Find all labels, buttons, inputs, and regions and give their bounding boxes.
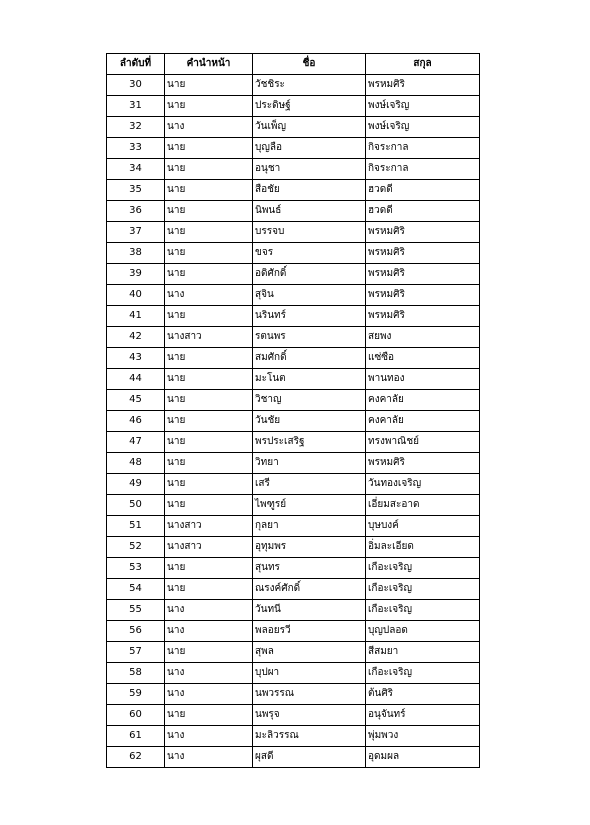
table-row <box>107 306 480 327</box>
cell-first-name: นพรุจ <box>253 705 366 726</box>
cell-surname: พรหมศิริ <box>366 264 480 285</box>
cell-surname: อิ่มละเอียด <box>366 537 480 558</box>
table-row <box>107 138 480 159</box>
table-row <box>107 327 480 348</box>
cell-title-prefix: นาย <box>165 705 253 726</box>
cell-first-name: สุพล <box>253 642 366 663</box>
cell-first-name: พลอยรวี <box>253 621 366 642</box>
table-row <box>107 369 480 390</box>
cell-sequence: 43 <box>107 348 165 369</box>
cell-title-prefix: นางสาว <box>165 516 253 537</box>
cell-first-name: สุนทร <box>253 558 366 579</box>
cell-title-prefix: นางสาว <box>165 327 253 348</box>
cell-surname: พุ่มพวง <box>366 726 480 747</box>
cell-title-prefix: นาย <box>165 558 253 579</box>
cell-sequence: 51 <box>107 516 165 537</box>
cell-title-prefix: นาย <box>165 348 253 369</box>
cell-first-name: มะโนต <box>253 369 366 390</box>
cell-title-prefix: นาย <box>165 264 253 285</box>
cell-title-prefix: นาง <box>165 747 253 768</box>
cell-title-prefix: นาง <box>165 117 253 138</box>
cell-surname: ต้นศิริ <box>366 684 480 705</box>
cell-sequence: 49 <box>107 474 165 495</box>
header-row <box>107 54 480 75</box>
table-row <box>107 684 480 705</box>
cell-surname: พรหมศิริ <box>366 453 480 474</box>
cell-first-name: ผุสดี <box>253 747 366 768</box>
cell-surname: ฮวดดี <box>366 180 480 201</box>
cell-title-prefix: นาง <box>165 684 253 705</box>
table-row <box>107 642 480 663</box>
cell-surname: เอี่ยมสะอาด <box>366 495 480 516</box>
table-row <box>107 600 480 621</box>
roster-table-header <box>107 54 480 75</box>
cell-title-prefix: นาง <box>165 726 253 747</box>
cell-sequence: 34 <box>107 159 165 180</box>
cell-surname: กิจระกาล <box>366 138 480 159</box>
cell-sequence: 57 <box>107 642 165 663</box>
cell-surname: พานทอง <box>366 369 480 390</box>
cell-sequence: 52 <box>107 537 165 558</box>
cell-sequence: 33 <box>107 138 165 159</box>
table-row <box>107 453 480 474</box>
table-row <box>107 159 480 180</box>
header-first-name: ชื่อ <box>253 54 366 75</box>
table-row <box>107 558 480 579</box>
cell-surname: บุษบงค์ <box>366 516 480 537</box>
cell-sequence: 56 <box>107 621 165 642</box>
cell-first-name: บุญลือ <box>253 138 366 159</box>
cell-surname: ฮวดดี <box>366 201 480 222</box>
cell-title-prefix: นาย <box>165 180 253 201</box>
cell-first-name: วิชาญ <box>253 390 366 411</box>
cell-sequence: 44 <box>107 369 165 390</box>
cell-surname: ทรงพาณิชย์ <box>366 432 480 453</box>
cell-first-name: วันเพ็ญ <box>253 117 366 138</box>
cell-title-prefix: นาย <box>165 306 253 327</box>
header-title-prefix: คำนำหน้า <box>165 54 253 75</box>
table-row <box>107 243 480 264</box>
cell-first-name: กุลยา <box>253 516 366 537</box>
cell-first-name: สือชัย <box>253 180 366 201</box>
cell-sequence: 55 <box>107 600 165 621</box>
cell-title-prefix: นาย <box>165 579 253 600</box>
cell-title-prefix: นาย <box>165 495 253 516</box>
cell-sequence: 39 <box>107 264 165 285</box>
cell-surname: เกือะเจริญ <box>366 579 480 600</box>
table-row <box>107 621 480 642</box>
roster-table <box>106 53 480 768</box>
cell-sequence: 31 <box>107 96 165 117</box>
cell-sequence: 60 <box>107 705 165 726</box>
cell-surname: อนุจันทร์ <box>366 705 480 726</box>
cell-title-prefix: นาย <box>165 432 253 453</box>
table-row <box>107 474 480 495</box>
cell-title-prefix: นาย <box>165 138 253 159</box>
table-row <box>107 117 480 138</box>
cell-sequence: 45 <box>107 390 165 411</box>
table-row <box>107 516 480 537</box>
cell-title-prefix: นางสาว <box>165 537 253 558</box>
table-row <box>107 432 480 453</box>
cell-surname: บุญปลอด <box>366 621 480 642</box>
table-row <box>107 705 480 726</box>
cell-surname: เกือะเจริญ <box>366 600 480 621</box>
cell-first-name: สุจิน <box>253 285 366 306</box>
cell-title-prefix: นาย <box>165 96 253 117</box>
table-row <box>107 285 480 306</box>
cell-surname: เกือะเจริญ <box>366 558 480 579</box>
cell-title-prefix: นาง <box>165 621 253 642</box>
cell-title-prefix: นาง <box>165 663 253 684</box>
cell-first-name: ไพฑูรย์ <box>253 495 366 516</box>
cell-first-name: นิพนธ์ <box>253 201 366 222</box>
cell-first-name: เสรี <box>253 474 366 495</box>
cell-first-name: มะลิวรรณ <box>253 726 366 747</box>
table-row <box>107 726 480 747</box>
roster-table-body <box>107 75 480 768</box>
cell-first-name: ขจร <box>253 243 366 264</box>
cell-title-prefix: นาย <box>165 390 253 411</box>
cell-sequence: 54 <box>107 579 165 600</box>
cell-sequence: 37 <box>107 222 165 243</box>
cell-sequence: 42 <box>107 327 165 348</box>
cell-title-prefix: นาย <box>165 243 253 264</box>
cell-first-name: ณรงค์ศักดิ์ <box>253 579 366 600</box>
cell-sequence: 53 <box>107 558 165 579</box>
cell-surname: พงษ์เจริญ <box>366 117 480 138</box>
table-row <box>107 390 480 411</box>
cell-surname: คงคาลัย <box>366 411 480 432</box>
cell-first-name: วันชัย <box>253 411 366 432</box>
cell-sequence: 30 <box>107 75 165 96</box>
table-row <box>107 537 480 558</box>
cell-surname: คงคาลัย <box>366 390 480 411</box>
cell-surname: กิจระกาล <box>366 159 480 180</box>
cell-first-name: สมศักดิ์ <box>253 348 366 369</box>
cell-sequence: 61 <box>107 726 165 747</box>
table-row <box>107 180 480 201</box>
cell-first-name: วิทยา <box>253 453 366 474</box>
cell-first-name: วันทนี <box>253 600 366 621</box>
cell-surname: เกือะเจริญ <box>366 663 480 684</box>
cell-surname: พรหมศิริ <box>366 222 480 243</box>
table-row <box>107 579 480 600</box>
cell-first-name: นพวรรณ <box>253 684 366 705</box>
cell-title-prefix: นาย <box>165 411 253 432</box>
cell-first-name: อดิศักดิ์ <box>253 264 366 285</box>
table-row <box>107 201 480 222</box>
table-row <box>107 411 480 432</box>
cell-sequence: 48 <box>107 453 165 474</box>
cell-first-name: บรรจบ <box>253 222 366 243</box>
cell-first-name: ประดิษฐ์ <box>253 96 366 117</box>
cell-title-prefix: นาย <box>165 75 253 96</box>
cell-title-prefix: นาย <box>165 642 253 663</box>
table-row <box>107 75 480 96</box>
cell-first-name: นรินทร์ <box>253 306 366 327</box>
cell-title-prefix: นาย <box>165 453 253 474</box>
cell-sequence: 50 <box>107 495 165 516</box>
cell-surname: พงษ์เจริญ <box>366 96 480 117</box>
cell-sequence: 62 <box>107 747 165 768</box>
cell-first-name: รตนพร <box>253 327 366 348</box>
cell-sequence: 41 <box>107 306 165 327</box>
cell-surname: อุดมผล <box>366 747 480 768</box>
cell-surname: พรหมศิริ <box>366 75 480 96</box>
cell-sequence: 58 <box>107 663 165 684</box>
table-row <box>107 222 480 243</box>
cell-title-prefix: นาย <box>165 222 253 243</box>
table-row <box>107 264 480 285</box>
cell-first-name: วัชชิระ <box>253 75 366 96</box>
cell-title-prefix: นาย <box>165 474 253 495</box>
cell-sequence: 38 <box>107 243 165 264</box>
cell-surname: สยพง <box>366 327 480 348</box>
cell-surname: พรหมศิริ <box>366 285 480 306</box>
cell-surname: แซ่ซือ <box>366 348 480 369</box>
cell-first-name: บุปผา <box>253 663 366 684</box>
cell-sequence: 32 <box>107 117 165 138</box>
cell-sequence: 35 <box>107 180 165 201</box>
header-sequence: ลำดับที่ <box>107 54 165 75</box>
table-row <box>107 747 480 768</box>
cell-sequence: 59 <box>107 684 165 705</box>
table-row <box>107 96 480 117</box>
header-surname: สกุล <box>366 54 480 75</box>
cell-title-prefix: นาย <box>165 201 253 222</box>
cell-surname: พรหมศิริ <box>366 306 480 327</box>
cell-first-name: อนุชา <box>253 159 366 180</box>
cell-first-name: อุทุมพร <box>253 537 366 558</box>
cell-surname: พรหมศิริ <box>366 243 480 264</box>
cell-sequence: 40 <box>107 285 165 306</box>
cell-title-prefix: นาง <box>165 600 253 621</box>
cell-first-name: พรประเสริฐ <box>253 432 366 453</box>
cell-title-prefix: นาย <box>165 159 253 180</box>
cell-sequence: 36 <box>107 201 165 222</box>
cell-surname: วันทองเจริญ <box>366 474 480 495</box>
table-row <box>107 495 480 516</box>
cell-surname: สีสมยา <box>366 642 480 663</box>
cell-sequence: 47 <box>107 432 165 453</box>
cell-title-prefix: นาง <box>165 285 253 306</box>
table-row <box>107 348 480 369</box>
cell-sequence: 46 <box>107 411 165 432</box>
cell-title-prefix: นาย <box>165 369 253 390</box>
table-row <box>107 663 480 684</box>
